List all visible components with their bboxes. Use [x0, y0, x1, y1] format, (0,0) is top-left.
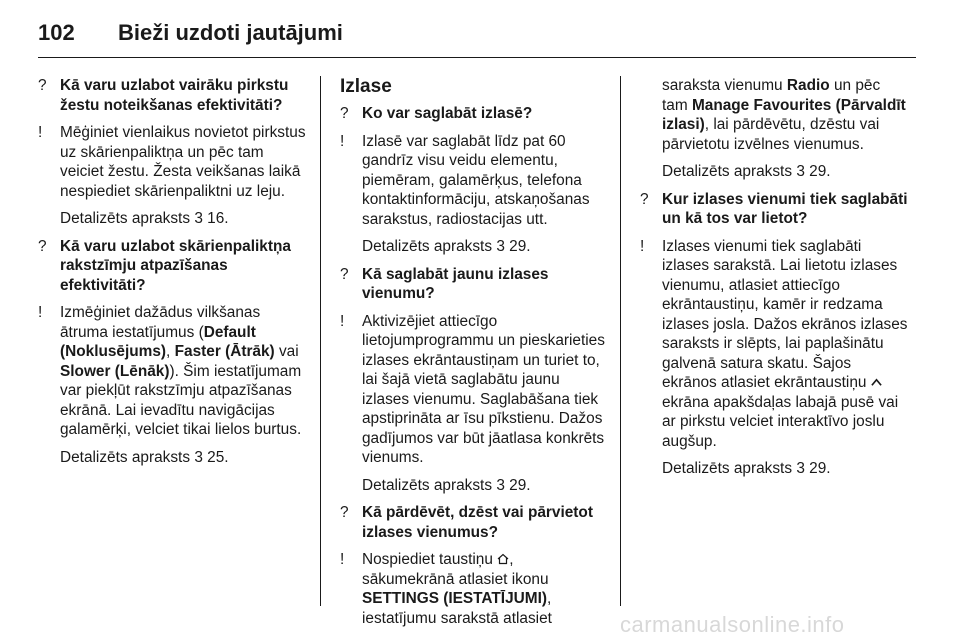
reference-page: 29.	[809, 460, 831, 477]
faq-question	[340, 104, 608, 124]
answer-text: Nospiediet taustiņu	[362, 551, 498, 568]
option-faster: Faster (Ātrāk)	[174, 343, 275, 360]
page-header	[0, 0, 960, 58]
faq-answer	[340, 550, 608, 628]
arrow-icon: 3	[496, 238, 505, 255]
question-icon: ?	[340, 105, 349, 122]
question-icon: ?	[640, 190, 649, 208]
question-text: Kā varu uzlabot skārienpaliktņa rakstzīmju atpazīšanas efektivitāti?	[60, 237, 291, 294]
column-2	[340, 76, 608, 636]
question-text: Kā varu uzlabot vairāku pirkstu žestu noteikšanas efektivitāti?	[60, 77, 289, 114]
section-heading: Izlase	[340, 76, 392, 97]
faq-answer	[38, 303, 306, 440]
exclamation-icon: !	[640, 237, 645, 255]
faq-question	[640, 190, 908, 229]
question-icon: ?	[38, 237, 47, 255]
column-divider-1	[320, 76, 321, 606]
reference-label: Detalizēts apraksts	[362, 238, 493, 255]
answer-text: ,	[166, 343, 175, 360]
answer-text: Izlasē var saglabāt līdz pat 60 gandrīz visu veidu elementu, piemēram, galamērķus, telefona kontaktinformāciju, atskaņošanas sarakstus, radiostacijas utt.	[362, 132, 590, 228]
exclamation-icon: !	[38, 124, 43, 141]
answer-continuation	[662, 76, 908, 154]
arrow-icon: 3	[496, 476, 505, 494]
arrow-icon: 3	[796, 163, 805, 180]
radio-label: Radio	[786, 77, 830, 94]
faq-answer	[340, 312, 608, 468]
option-default: Default (Noklusējums)	[60, 323, 256, 360]
reference-page: 29.	[809, 163, 831, 180]
question-text: Kā saglabāt jaunu izlases vienumu?	[362, 265, 549, 302]
question-icon: ?	[340, 504, 349, 521]
faq-question	[340, 265, 608, 304]
faq-question	[38, 76, 306, 115]
arrow-icon: 3	[796, 460, 805, 477]
answer-text: , lai pārdēvētu, dzēstu vai pārvietotu izvēlnes vienumus.	[662, 116, 880, 153]
answer-text: ekrāna apakšdaļas labajā pusē vai ar pirkstu velciet interaktīvo joslu augšup.	[662, 393, 899, 450]
column-divider-2	[620, 76, 621, 606]
page-reference	[640, 162, 908, 182]
answer-text: ). Šim iestatījumam var piekļūt rakstzīmju atpazīšanas ekrānā. Lai ievadītu navigācijas galamērķi, velciet tikai lielos burtus.	[60, 362, 302, 438]
column-3	[640, 76, 908, 487]
page-reference	[340, 237, 608, 257]
arrow-icon: 3	[194, 448, 203, 466]
arrow-icon: 3	[194, 210, 203, 227]
answer-text: Aktivizējiet attiecīgo lietojumprogrammu un pieskarieties izlases ekrāntaustiņam un turiet to, lai šajā vietā saglabātu jaunu izlases vienumu. Saglabāšana tiek apstiprināta ar īsu pīkstienu. Dažos gadījumos var būt jāatlasa konkrēts vienums.	[362, 312, 605, 466]
reference-label: Detalizēts apraksts	[60, 448, 191, 466]
exclamation-icon: !	[38, 304, 43, 321]
answer-text: un pēc tam	[662, 77, 881, 114]
question-text: Kur izlases vienumi tiek saglabāti un kā tos var lietot?	[662, 190, 908, 227]
settings-label: SETTINGS (IESTATĪJUMI)	[362, 590, 547, 607]
reference-page: 25.	[207, 448, 229, 466]
faq-question	[340, 503, 608, 542]
reference-page: 29.	[509, 476, 531, 494]
question-text: Ko var saglabāt izlasē?	[362, 105, 533, 122]
answer-text: Izlases vienumi tiek saglabāti izlases sarakstā. Lai lietotu izlases vienumu, atlasiet attiecīgo ekrāntaustiņu, kamēr ir redzama izlases josla. Dažos ekrānos izlases saraksts ir slēpts, lai paplašinātu galvenā satura skatu. Šajos ekrānos atlasiet ekrāntaustiņu	[662, 237, 908, 391]
page-reference	[340, 476, 608, 496]
faq-answer	[340, 132, 608, 230]
home-key-icon	[497, 553, 509, 565]
exclamation-icon: !	[340, 551, 345, 568]
reference-page: 16.	[207, 210, 229, 227]
answer-text: vai	[274, 343, 299, 360]
exclamation-icon: !	[340, 312, 345, 330]
reference-label: Detalizēts apraksts	[662, 460, 793, 477]
reference-label: Detalizēts apraksts	[60, 210, 191, 227]
header-rule	[38, 57, 916, 58]
answer-text: Izmēģiniet dažādus vilkšanas ātruma iestatījumus (	[60, 304, 261, 341]
answer-text: , iestatījumu sarakstā atlasiet	[362, 590, 552, 627]
faq-question	[38, 237, 306, 296]
answer-text: , sākumekrānā atlasiet ikonu	[362, 551, 549, 588]
faq-answer	[38, 123, 306, 201]
exclamation-icon: !	[340, 132, 345, 150]
reference-label: Detalizēts apraksts	[362, 476, 493, 494]
question-icon: ?	[38, 77, 47, 94]
page-number: 102	[38, 20, 75, 45]
chevron-up-icon	[871, 377, 882, 388]
page-reference	[640, 459, 908, 479]
answer-text: saraksta vienumu	[662, 77, 787, 94]
manage-favourites-label: Manage Favourites (Pārvaldīt izlasi)	[662, 96, 906, 133]
reference-page: 29.	[509, 238, 531, 255]
page-reference	[38, 448, 306, 468]
question-text: Kā pārdēvēt, dzēst vai pārvietot izlases vienumus?	[362, 504, 593, 541]
reference-label: Detalizēts apraksts	[662, 163, 793, 180]
faq-answer	[640, 237, 908, 452]
watermark: carmanualsonline.info	[620, 612, 845, 637]
answer-text: Mēģiniet vienlaikus novietot pirkstus uz skārienpaliktņa un pēc tam veiciet žestu. Žesta veikšanas laikā nespiediet skārienpaliktni uz leju.	[60, 124, 306, 200]
column-1	[38, 76, 306, 475]
page-reference	[38, 209, 306, 229]
question-icon: ?	[340, 265, 349, 283]
option-slower: Slower (Lēnāk)	[60, 362, 170, 380]
page-title: Bieži uzdoti jautājumi	[118, 20, 343, 45]
